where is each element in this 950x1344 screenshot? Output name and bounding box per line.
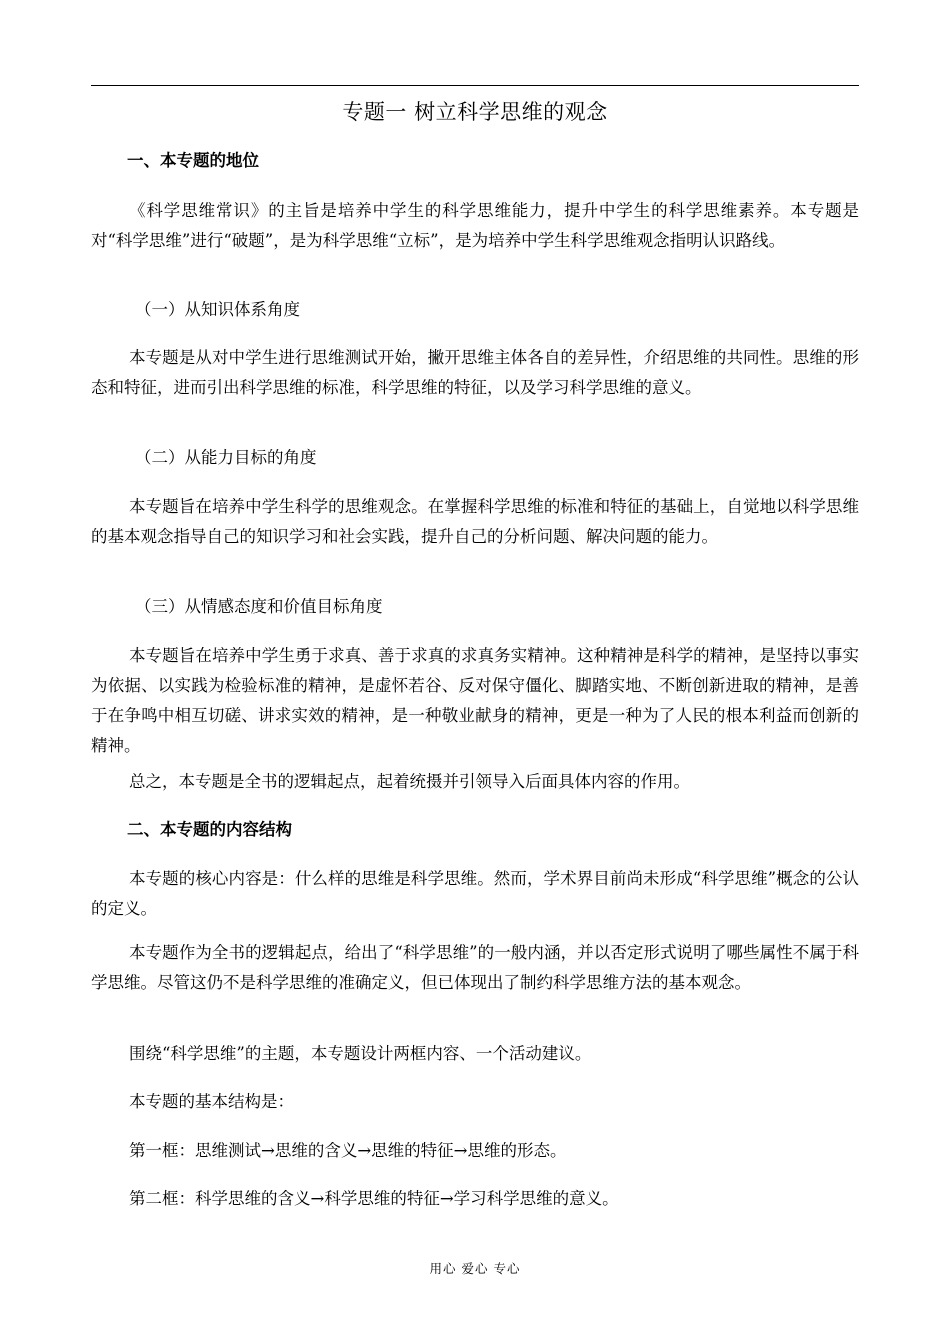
section-heading-position: 一、本专题的地位 [127,151,259,170]
paragraph-summary: 总之，本专题是全书的逻辑起点，起着统摄并引领导入后面具体内容的作用。 [129,772,690,791]
paragraph-frame-one: 第一框：思维测试→思维的含义→思维的特征→思维的形态。 [129,1141,567,1160]
paragraph-logical-start: 本专题作为全书的逻辑起点，给出了“科学思维”的一般内涵，并以否定形式说明了哪些属性不属于科学思维。尽管这仍不是科学思维的准确定义，但已体现出了制约科学思维方法的基本观念。 [91,943,859,992]
subheading-knowledge-system: （一）从知识体系角度 [135,300,300,319]
paragraph-basic-structure: 本专题的基本结构是： [129,1092,294,1111]
subheading-emotion-values: （三）从情感态度和价值目标角度 [135,597,383,616]
section-heading-content-structure: 二、本专题的内容结构 [127,820,292,839]
paragraph-theme-design: 围绕“科学思维”的主题，本专题设计两框内容、一个活动建议。 [129,1044,592,1063]
paragraph-core-content: 本专题的核心内容是：什么样的思维是科学思维。然而，学术界目前尚未形成“科学思维”概念的公认的定义。 [91,869,859,918]
paragraph-knowledge-system: 本专题是从对中学生进行思维测试开始，撇开思维主体各自的差异性，介绍思维的共同性。思维的形态和特征，进而引出科学思维的标准，科学思维的特征，以及学习科学思维的意义。 [91,348,859,397]
document-title: 专题一 树立科学思维的观念 [342,100,608,124]
subheading-ability-goal: （二）从能力目标的角度 [135,448,317,467]
page-footer: 用心 爱心 专心 [429,1261,521,1276]
paragraph-intro: 《科学思维常识》的主旨是培养中学生的科学思维能力，提升中学生的科学思维素养。本专题是对“科学思维”进行“破题”，是为科学思维“立标”，是为培养中学生科学思维观念指明认识路线。 [91,201,859,250]
paragraph-frame-two: 第二框：科学思维的含义→科学思维的特征→学习科学思维的意义。 [129,1189,619,1208]
header-rule [91,85,859,86]
paragraph-emotion-values: 本专题旨在培养中学生勇于求真、善于求真的求真务实精神。这种精神是科学的精神，是坚持以事实为依据、以实践为检验标准的精神，是虚怀若谷、反对保守僵化、脚踏实地、不断创新进取的精神，是善于在争鸣中相互切磋、讲求实效的精神，是一种敬业献身的精神，更是一种为了人民的根本利益而创新的精神。 [91,646,859,755]
paragraph-ability-goal: 本专题旨在培养中学生科学的思维观念。在掌握科学思维的标准和特征的基础上，自觉地以科学思维的基本观念指导自己的知识学习和社会实践，提升自己的分析问题、解决问题的能力。 [91,497,859,546]
